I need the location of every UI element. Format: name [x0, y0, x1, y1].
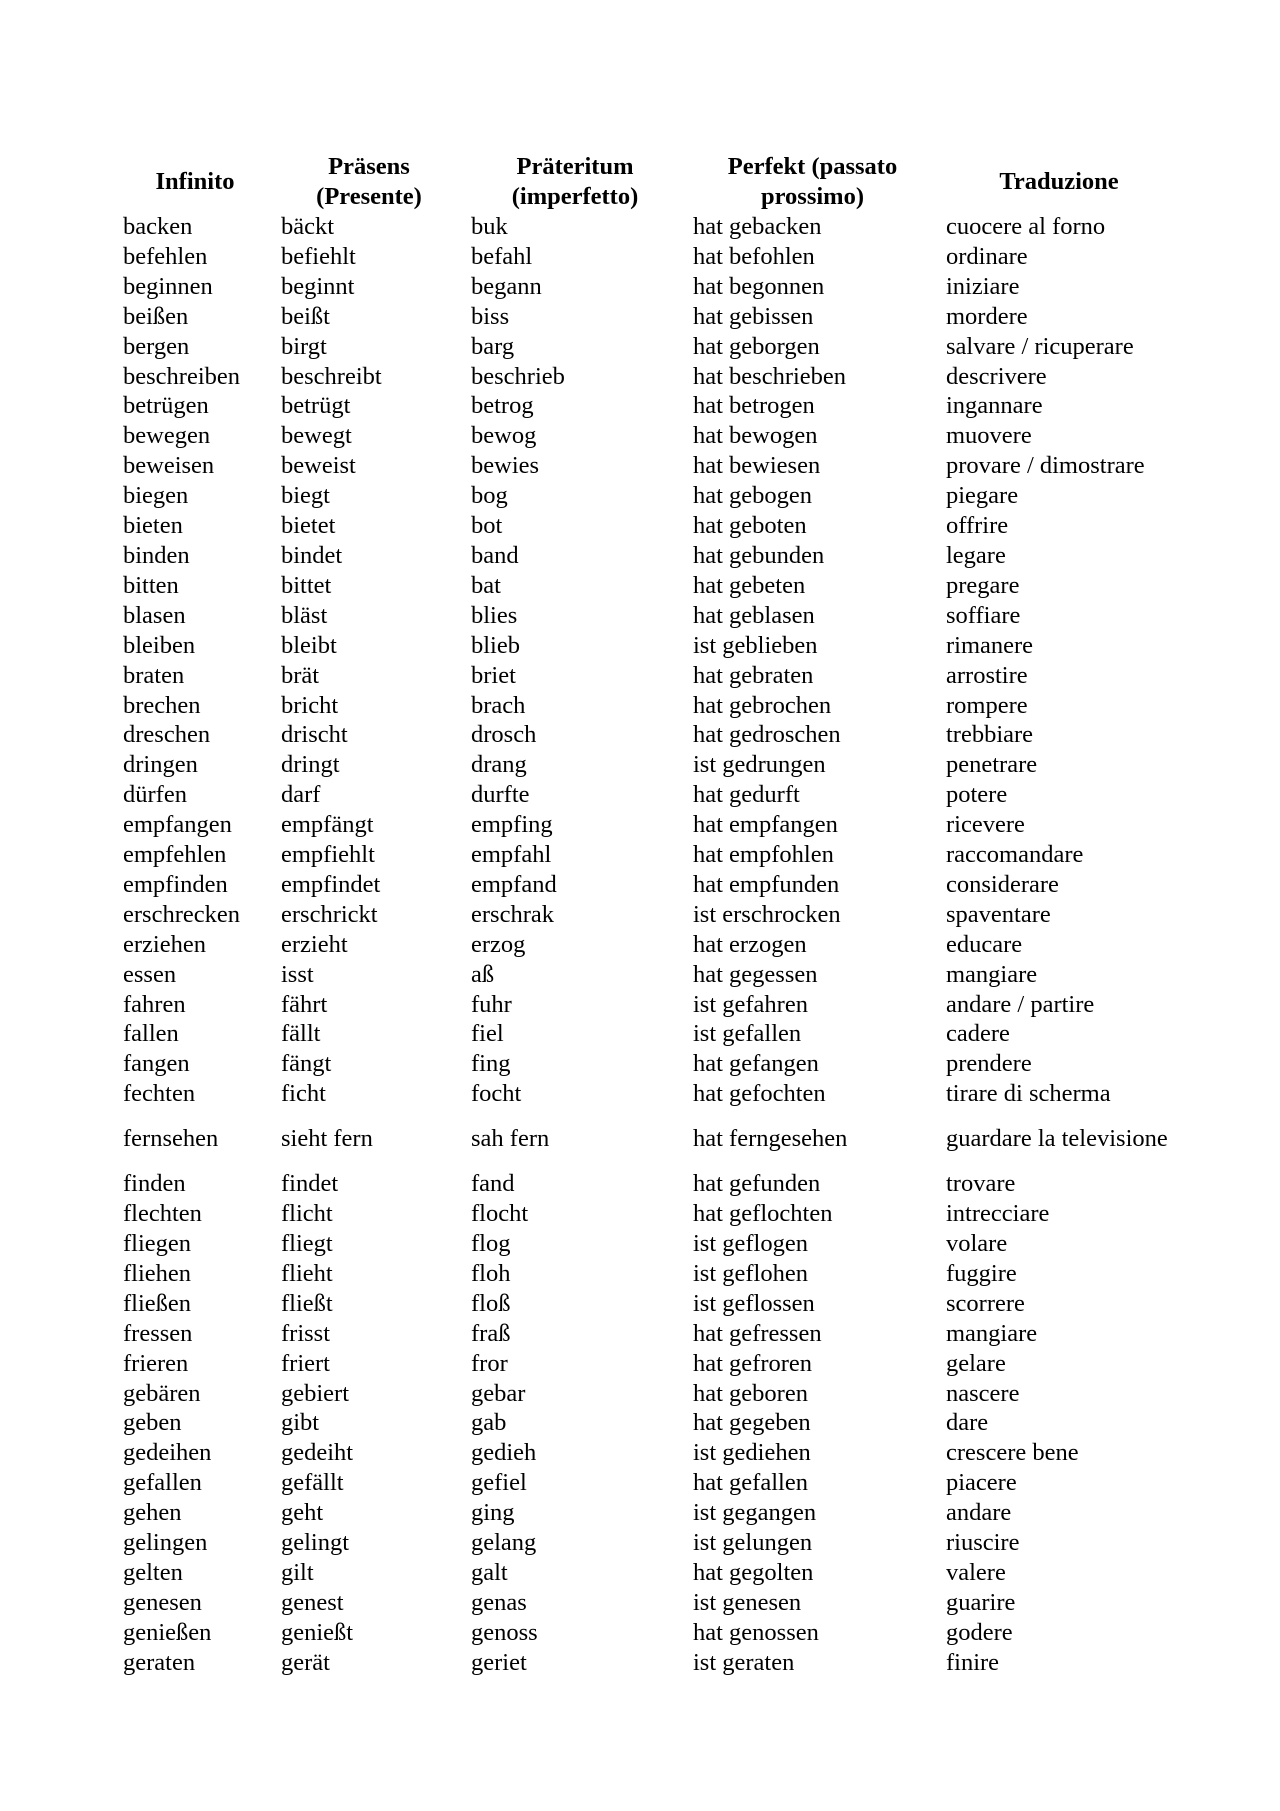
cell-praeteritum: barg	[471, 332, 515, 360]
table-row	[116, 810, 1179, 840]
cell-perfekt: ist gediehen	[693, 1439, 811, 1467]
cell-praeteritum: fuhr	[471, 990, 512, 1018]
cell-perfekt: hat gefunden	[693, 1170, 821, 1198]
cell-praeteritum: fand	[471, 1170, 515, 1198]
cell-traduzione: raccomandare	[946, 841, 1084, 869]
table-row	[116, 720, 1179, 750]
table-row	[116, 750, 1179, 780]
cell-infinito: gedeihen	[123, 1439, 212, 1467]
cell-traduzione: muovere	[946, 422, 1032, 450]
column-header-perfekt: Perfekt (passato prossimo)	[727, 153, 898, 210]
cell-praesens: gebiert	[281, 1379, 350, 1407]
cell-perfekt: hat gegolten	[693, 1558, 814, 1586]
cell-infinito: betrügen	[123, 392, 209, 420]
cell-perfekt: hat bewogen	[693, 422, 818, 450]
cell-perfekt: hat begonnen	[693, 272, 825, 300]
cell-praesens: bittet	[281, 571, 332, 599]
cell-traduzione: mangiare	[946, 1319, 1038, 1347]
cell-perfekt: ist geflohen	[693, 1259, 808, 1287]
cell-perfekt: hat gegeben	[693, 1409, 811, 1437]
table-row	[116, 302, 1179, 332]
cell-traduzione: godere	[946, 1618, 1013, 1646]
cell-perfekt: ist geflogen	[693, 1230, 808, 1257]
cell-praesens: gelingt	[281, 1529, 350, 1557]
cell-infinito: fechten	[123, 1080, 196, 1108]
table-row	[116, 1438, 1179, 1468]
cell-infinito: empfehlen	[123, 841, 227, 869]
cell-praeteritum: band	[471, 541, 519, 569]
cell-praeteritum: gelang	[471, 1529, 537, 1557]
header-row	[116, 152, 1179, 212]
cell-perfekt: hat empfohlen	[693, 841, 834, 869]
cell-praeteritum: empfing	[471, 811, 553, 839]
cell-praesens: bläst	[281, 601, 328, 629]
cell-infinito: binden	[123, 541, 190, 569]
column-header-traduzione: Traduzione	[999, 168, 1119, 195]
table-row	[116, 1379, 1179, 1409]
cell-praeteritum: erzog	[471, 930, 526, 958]
cell-infinito: biegen	[123, 482, 189, 510]
table-row	[116, 272, 1179, 302]
cell-perfekt: hat gedroschen	[693, 721, 841, 749]
cell-praeteritum: beschrieb	[471, 362, 565, 390]
cell-praesens: bäckt	[281, 213, 335, 240]
cell-infinito: bergen	[123, 332, 190, 360]
cell-perfekt: hat empfunden	[693, 870, 840, 898]
cell-praeteritum: drang	[471, 751, 527, 779]
cell-traduzione: ordinare	[946, 242, 1028, 270]
cell-infinito: backen	[123, 213, 193, 240]
cell-infinito: gelten	[123, 1558, 183, 1586]
table-row	[116, 661, 1179, 691]
cell-perfekt: ist gefahren	[693, 990, 808, 1018]
cell-praeteritum: genas	[471, 1588, 527, 1616]
cell-praesens: flieht	[281, 1259, 333, 1287]
cell-infinito: frieren	[123, 1349, 189, 1377]
cell-infinito: gelingen	[123, 1529, 208, 1557]
cell-traduzione: guarire	[946, 1588, 1016, 1616]
cell-praeteritum: begann	[471, 272, 542, 300]
cell-praeteritum: sah fern	[471, 1125, 550, 1153]
table-row	[116, 840, 1179, 870]
cell-traduzione: educare	[946, 930, 1023, 958]
cell-traduzione: tirare di scherma	[946, 1080, 1111, 1108]
cell-infinito: bewegen	[123, 422, 211, 450]
cell-traduzione: cuocere al forno	[946, 213, 1106, 240]
cell-traduzione: ingannare	[946, 392, 1043, 420]
table-body	[116, 212, 1179, 1678]
cell-praeteritum: flog	[471, 1230, 511, 1257]
cell-perfekt: hat bewiesen	[693, 452, 821, 480]
cell-perfekt: hat geblasen	[693, 601, 815, 629]
cell-praesens: fährt	[281, 990, 328, 1018]
cell-praesens: fängt	[281, 1050, 332, 1078]
table-row	[116, 1498, 1179, 1528]
table-row	[116, 391, 1179, 421]
table-row	[116, 481, 1179, 511]
cell-traduzione: gelare	[946, 1349, 1006, 1377]
cell-infinito: brechen	[123, 691, 201, 719]
cell-praeteritum: buk	[471, 213, 508, 240]
cell-traduzione: spaventare	[946, 900, 1051, 928]
table-row	[116, 870, 1179, 900]
cell-infinito: dreschen	[123, 721, 211, 749]
cell-perfekt: hat betrogen	[693, 392, 815, 420]
cell-praeteritum: gab	[471, 1409, 507, 1437]
cell-traduzione: soffiare	[946, 601, 1021, 629]
cell-praeteritum: empfand	[471, 870, 557, 898]
table-row	[116, 1289, 1179, 1319]
table-row	[116, 571, 1179, 601]
cell-praeteritum: fiel	[471, 1020, 504, 1048]
table-row	[116, 1169, 1179, 1199]
table-row	[116, 1319, 1179, 1349]
cell-traduzione: fuggire	[946, 1259, 1017, 1287]
cell-praesens: empfindet	[281, 870, 381, 898]
cell-infinito: erschrecken	[123, 900, 240, 928]
cell-praeteritum: fror	[471, 1349, 508, 1377]
cell-praeteritum: flocht	[471, 1200, 529, 1228]
cell-perfekt: hat beschrieben	[693, 362, 847, 390]
table-row	[116, 691, 1179, 721]
cell-traduzione: prendere	[946, 1050, 1032, 1078]
cell-infinito: empfangen	[123, 811, 232, 839]
cell-traduzione: nascere	[946, 1379, 1020, 1407]
cell-infinito: dringen	[123, 751, 198, 779]
table-row	[116, 631, 1179, 661]
cell-infinito: bieten	[123, 512, 183, 540]
cell-perfekt: hat gefallen	[693, 1469, 808, 1497]
cell-infinito: erziehen	[123, 930, 206, 958]
cell-praeteritum: gedieh	[471, 1439, 537, 1467]
cell-traduzione: salvare / ricuperare	[946, 332, 1134, 360]
cell-praesens: fällt	[281, 1020, 321, 1048]
cell-traduzione: legare	[946, 541, 1006, 569]
cell-praesens: dringt	[281, 751, 340, 779]
cell-praesens: fliegt	[281, 1230, 333, 1257]
cell-praeteritum: floh	[471, 1259, 511, 1287]
cell-infinito: blasen	[123, 601, 186, 629]
cell-traduzione: iniziare	[946, 272, 1020, 300]
cell-perfekt: hat gefochten	[693, 1080, 826, 1108]
cell-perfekt: hat gefroren	[693, 1349, 813, 1377]
cell-praeteritum: bat	[471, 571, 501, 599]
cell-perfekt: hat geboren	[693, 1379, 808, 1407]
cell-praesens: birgt	[281, 332, 327, 360]
cell-perfekt: ist geflossen	[693, 1289, 815, 1317]
table-row	[116, 1079, 1179, 1109]
cell-praeteritum: focht	[471, 1080, 522, 1108]
cell-praesens: fließt	[281, 1289, 333, 1317]
cell-praesens: genest	[281, 1588, 344, 1616]
column-header-praeteritum: Präteritum (imperfetto)	[511, 153, 639, 210]
cell-praeteritum: gefiel	[471, 1469, 527, 1497]
cell-traduzione: piacere	[946, 1469, 1017, 1497]
cell-praesens: brät	[281, 661, 320, 689]
cell-praesens: bewegt	[281, 422, 352, 450]
cell-traduzione: pregare	[946, 571, 1020, 599]
cell-praesens: gilt	[281, 1558, 314, 1586]
cell-perfekt: hat gebrochen	[693, 691, 832, 719]
cell-perfekt: hat empfangen	[693, 811, 838, 839]
cell-traduzione: arrostire	[946, 661, 1028, 689]
cell-praesens: empfiehlt	[281, 841, 375, 869]
column-header-praesens: Präsens (Presente)	[316, 153, 422, 210]
cell-praesens: sieht fern	[281, 1125, 373, 1153]
cell-traduzione: finire	[946, 1648, 1000, 1676]
cell-praesens: friert	[281, 1349, 330, 1377]
table-row	[116, 1408, 1179, 1438]
table-row	[116, 930, 1179, 960]
cell-traduzione: dare	[946, 1409, 989, 1437]
cell-praesens: bleibt	[281, 631, 337, 659]
cell-perfekt: hat erzogen	[693, 930, 807, 958]
cell-perfekt: hat gegessen	[693, 960, 818, 988]
cell-praesens: findet	[281, 1170, 339, 1198]
cell-infinito: bleiben	[123, 631, 196, 659]
cell-praesens: erzieht	[281, 930, 348, 958]
cell-praeteritum: blies	[471, 601, 518, 629]
cell-praesens: beginnt	[281, 272, 355, 300]
cell-infinito: befehlen	[123, 242, 208, 270]
cell-infinito: fressen	[123, 1319, 193, 1347]
cell-traduzione: mordere	[946, 302, 1028, 330]
cell-praeteritum: gebar	[471, 1379, 526, 1407]
cell-traduzione: scorrere	[946, 1289, 1025, 1317]
table-row	[116, 780, 1179, 810]
cell-traduzione: trebbiare	[946, 721, 1034, 749]
cell-perfekt: hat gefangen	[693, 1050, 819, 1078]
cell-perfekt: hat gebraten	[693, 661, 814, 689]
cell-traduzione: riuscire	[946, 1529, 1020, 1557]
cell-perfekt: hat genossen	[693, 1618, 819, 1646]
cell-perfekt: ist gefallen	[693, 1020, 802, 1048]
table-row	[116, 1648, 1179, 1678]
cell-infinito: genesen	[123, 1588, 202, 1616]
cell-perfekt: ist gedrungen	[693, 751, 826, 779]
cell-perfekt: hat geflochten	[693, 1200, 833, 1228]
cell-traduzione: offrire	[946, 512, 1009, 540]
cell-perfekt: hat gebeten	[693, 571, 806, 599]
table-row	[116, 1259, 1179, 1289]
cell-perfekt: hat gefressen	[693, 1319, 822, 1347]
table-row	[116, 511, 1179, 541]
table-row	[116, 242, 1179, 272]
cell-praeteritum: bog	[471, 482, 508, 510]
cell-infinito: gebären	[123, 1379, 201, 1407]
cell-perfekt: hat gebogen	[693, 482, 813, 510]
cell-infinito: gefallen	[123, 1469, 202, 1497]
cell-praeteritum: empfahl	[471, 841, 552, 869]
cell-praesens: geht	[281, 1499, 324, 1527]
cell-praeteritum: briet	[471, 661, 516, 689]
cell-praesens: flicht	[281, 1200, 333, 1228]
cell-perfekt: hat geboten	[693, 512, 807, 540]
cell-infinito: bitten	[123, 571, 179, 599]
table-row	[116, 601, 1179, 631]
cell-infinito: beschreiben	[123, 362, 240, 390]
cell-praesens: bietet	[281, 512, 336, 540]
cell-traduzione: trovare	[946, 1170, 1016, 1198]
cell-infinito: beißen	[123, 302, 189, 330]
cell-perfekt: hat gebissen	[693, 302, 814, 330]
table-row	[116, 900, 1179, 930]
cell-praesens: biegt	[281, 482, 330, 510]
cell-traduzione: provare / dimostrare	[946, 452, 1145, 480]
cell-praesens: befiehlt	[281, 242, 356, 270]
cell-infinito: fließen	[123, 1289, 192, 1317]
table-row	[116, 332, 1179, 362]
table-row	[116, 451, 1179, 481]
cell-perfekt: hat ferngesehen	[693, 1125, 848, 1153]
cell-infinito: dürfen	[123, 781, 187, 809]
table-row	[116, 421, 1179, 451]
table-row	[116, 1199, 1179, 1229]
cell-infinito: gehen	[123, 1499, 182, 1527]
cell-perfekt: hat gebunden	[693, 541, 825, 569]
cell-traduzione: rimanere	[946, 631, 1034, 659]
cell-infinito: beweisen	[123, 452, 215, 480]
table-row	[116, 960, 1179, 990]
cell-praeteritum: betrog	[471, 392, 534, 420]
table-row	[116, 1618, 1179, 1648]
cell-traduzione: andare / partire	[946, 990, 1095, 1018]
cell-perfekt: hat gedurft	[693, 781, 800, 809]
cell-praesens: betrügt	[281, 392, 351, 420]
cell-praeteritum: drosch	[471, 721, 537, 749]
cell-traduzione: valere	[946, 1558, 1006, 1586]
cell-perfekt: ist erschrocken	[693, 900, 841, 928]
cell-praesens: bricht	[281, 691, 339, 719]
cell-infinito: fernsehen	[123, 1125, 219, 1153]
cell-praesens: beschreibt	[281, 362, 382, 390]
cell-praeteritum: galt	[471, 1558, 508, 1586]
cell-praesens: gedeiht	[281, 1439, 354, 1467]
cell-traduzione: ricevere	[946, 811, 1025, 839]
cell-traduzione: descrivere	[946, 362, 1047, 390]
cell-infinito: geben	[123, 1409, 182, 1437]
cell-perfekt: ist genesen	[693, 1588, 802, 1616]
cell-traduzione: cadere	[946, 1020, 1010, 1048]
cell-praeteritum: bewog	[471, 422, 537, 450]
cell-praesens: frisst	[281, 1319, 330, 1347]
cell-traduzione: guardare la televisione	[946, 1125, 1168, 1153]
table-row	[116, 990, 1179, 1020]
cell-perfekt: hat geborgen	[693, 332, 820, 360]
cell-praesens: drischt	[281, 721, 348, 749]
cell-perfekt: hat befohlen	[693, 242, 815, 270]
cell-praeteritum: befahl	[471, 242, 533, 270]
cell-praeteritum: brach	[471, 691, 526, 719]
table-row	[116, 1528, 1179, 1558]
cell-infinito: fahren	[123, 990, 186, 1018]
cell-praesens: beweist	[281, 452, 356, 480]
cell-praesens: gerät	[281, 1648, 330, 1676]
cell-praesens: bindet	[281, 541, 343, 569]
cell-infinito: finden	[123, 1170, 186, 1198]
cell-praeteritum: fraß	[471, 1319, 511, 1347]
cell-infinito: empfinden	[123, 870, 228, 898]
cell-traduzione: mangiare	[946, 960, 1038, 988]
cell-infinito: fallen	[123, 1020, 179, 1048]
column-header-infinito: Infinito	[155, 168, 235, 195]
cell-praesens: gibt	[281, 1409, 320, 1437]
cell-praesens: ficht	[281, 1080, 326, 1108]
cell-traduzione: penetrare	[946, 751, 1038, 779]
cell-perfekt: ist geraten	[693, 1648, 795, 1676]
cell-praesens: empfängt	[281, 811, 374, 839]
cell-traduzione: andare	[946, 1499, 1012, 1527]
cell-infinito: fliegen	[123, 1230, 192, 1257]
cell-infinito: essen	[123, 960, 177, 988]
cell-infinito: fliehen	[123, 1259, 192, 1287]
cell-traduzione: considerare	[946, 870, 1059, 898]
table-row	[116, 1049, 1179, 1079]
cell-praesens: genießt	[281, 1618, 354, 1646]
cell-traduzione: piegare	[946, 482, 1019, 510]
cell-praeteritum: bot	[471, 512, 503, 540]
cell-traduzione: potere	[946, 781, 1008, 809]
cell-praesens: gefällt	[281, 1469, 344, 1497]
cell-praeteritum: durfte	[471, 781, 530, 809]
table-row	[116, 1019, 1179, 1049]
cell-perfekt: ist geblieben	[693, 631, 818, 659]
cell-praeteritum: erschrak	[471, 900, 554, 928]
table-row	[116, 1229, 1179, 1259]
cell-infinito: flechten	[123, 1200, 202, 1228]
cell-perfekt: ist gegangen	[693, 1499, 817, 1527]
cell-perfekt: ist gelungen	[693, 1529, 813, 1557]
cell-traduzione: rompere	[946, 691, 1028, 719]
cell-praesens: isst	[281, 960, 314, 988]
table-row	[116, 1109, 1179, 1169]
table-row	[116, 362, 1179, 392]
cell-praeteritum: blieb	[471, 631, 520, 659]
cell-traduzione: crescere bene	[946, 1439, 1079, 1467]
table-row	[116, 541, 1179, 571]
table-row	[116, 1468, 1179, 1498]
table-row	[116, 1588, 1179, 1618]
cell-traduzione: intrecciare	[946, 1200, 1050, 1228]
cell-traduzione: volare	[946, 1230, 1008, 1257]
cell-infinito: genießen	[123, 1618, 212, 1646]
cell-praeteritum: aß	[471, 960, 495, 988]
cell-infinito: fangen	[123, 1050, 190, 1078]
cell-infinito: beginnen	[123, 272, 213, 300]
table-row	[116, 212, 1179, 242]
cell-infinito: braten	[123, 661, 185, 689]
cell-praeteritum: genoss	[471, 1618, 538, 1646]
cell-infinito: geraten	[123, 1648, 196, 1676]
cell-praeteritum: floß	[471, 1289, 511, 1317]
cell-praeteritum: fing	[471, 1050, 511, 1078]
cell-perfekt: hat gebacken	[693, 213, 822, 240]
cell-praeteritum: biss	[471, 302, 510, 330]
table-row	[116, 1558, 1179, 1588]
cell-praesens: darf	[281, 781, 321, 809]
cell-praeteritum: bewies	[471, 452, 540, 480]
cell-praesens: erschrickt	[281, 900, 378, 928]
cell-praeteritum: geriet	[471, 1648, 527, 1676]
table-row	[116, 1349, 1179, 1379]
cell-praesens: beißt	[281, 302, 330, 330]
verb-table	[116, 152, 1179, 1678]
cell-praeteritum: ging	[471, 1499, 515, 1527]
